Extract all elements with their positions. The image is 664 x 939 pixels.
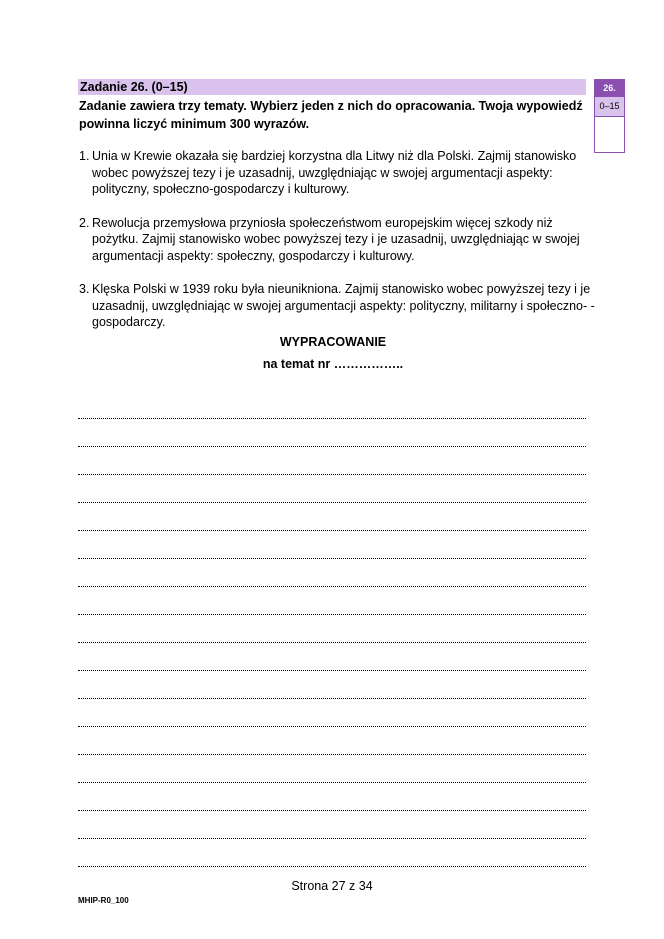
answer-line[interactable] [78,559,586,587]
answer-line[interactable] [78,783,586,811]
topic-text: Rewolucja przemysłowa przyniosła społeczeństwom europejskim więcej szkody niż pożytku. Zajmij stanowisko wobec powyższej tezy i je uzasadnij, uwzględniając w swojej argumentacji aspekty: społeczny, gospodarczy i kulturowy. [92,215,580,263]
essay-topic-prompt[interactable]: na temat nr …………….. [262,357,404,371]
topic-text: Klęska Polski w 1939 roku była nieunikniona. Zajmij stanowisko wobec powyższej tezy i je uzasadnij, uwzględniając w swojej argumentacji aspekty: polityczny, militarny i społeczno- -gospodarczy. [92,282,595,329]
topic-item [79,215,599,265]
score-task-number: 26. [595,80,624,97]
answer-line[interactable] [78,839,586,867]
answer-line[interactable] [78,419,586,447]
answer-line[interactable] [78,643,586,671]
answer-line[interactable] [78,447,586,475]
answer-line[interactable] [78,615,586,643]
answer-line[interactable] [78,671,586,699]
answer-line[interactable] [78,587,586,615]
answer-line[interactable] [78,811,586,839]
answer-line[interactable] [78,503,586,531]
answer-line[interactable] [78,699,586,727]
document-code: MHIP-R0_100 [78,896,129,905]
answer-line[interactable] [78,475,586,503]
page-number: Strona 27 z 34 [291,879,373,893]
essay-title: WYPRACOWANIE [279,335,387,349]
answer-line[interactable] [78,755,586,783]
topic-number: 2. [79,215,90,230]
topic-number: 3. [79,282,90,296]
task-instructions: Zadanie zawiera trzy tematy. Wybierz jeden z nich do opracowania. Twoja wypowiedź powinna liczyć minimum 300 wyrazów. [79,99,583,131]
topic-list [79,148,599,348]
answer-line[interactable] [78,391,586,419]
topic-item [79,281,599,331]
score-range: 0–15 [595,97,624,117]
topic-item [79,148,599,198]
task-header: Zadanie 26. (0–15) [78,79,586,95]
topic-text: Unia w Krewie okazała się bardziej korzystna dla Litwy niż dla Polski. Zajmij stanowisko wobec powyższej tezy i je uzasadnij, uwzględniając w swojej argumentacji aspekty: polityczny, społeczno-gospodarczy i kulturowy. [92,149,577,196]
topic-number: 1. [79,149,90,163]
answer-line[interactable] [78,727,586,755]
answer-lines[interactable] [78,391,586,867]
answer-line[interactable] [78,531,586,559]
